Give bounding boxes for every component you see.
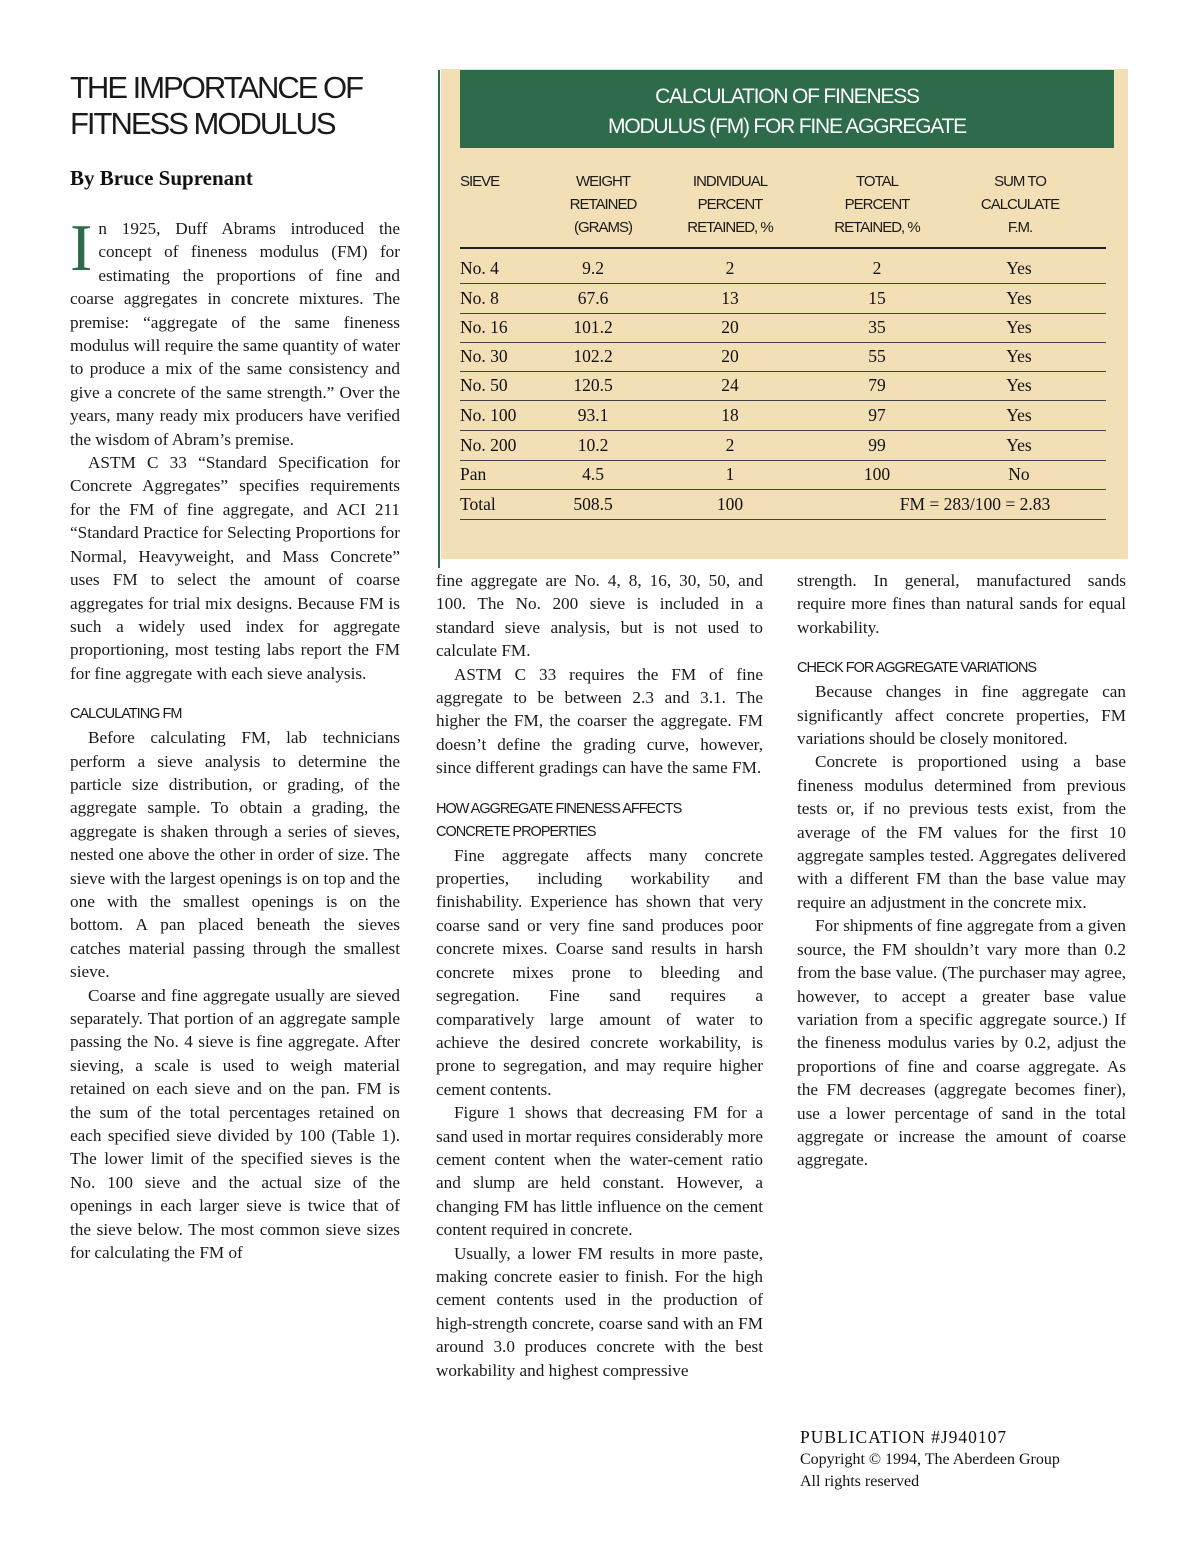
cell-weight: 4.5 xyxy=(582,464,604,484)
cell-weight: 10.2 xyxy=(577,435,609,455)
cell-sieve: No. 200 xyxy=(460,435,517,455)
paragraph: Coarse and fine aggregate usually are sieved separately. That portion of an aggregate sample passing the No. 4 sieve is fine aggregate. After sieving, a scale is used to weigh material retained on each sieve and on the pan. FM is the sum of the total percentages retained on each specified sieve divided by 100 (Table 1). The lower limit of the specified sieves is the No. 100 sieve and the actual size of the openings in each larger sieve is twice that of the sieve below. The most common sieve sizes for calculating the FM of xyxy=(70,985,400,1263)
paragraph: strength. In general, manufactured sands require more fines than natural sands for equal workability. xyxy=(797,571,1126,637)
cell-sum: No xyxy=(1008,464,1030,484)
cell-weight: 101.2 xyxy=(573,317,613,337)
title-line-1: THE IMPORTANCE OF xyxy=(70,70,363,105)
cell-total: 2 xyxy=(872,258,882,278)
paragraph: Concrete is proportioned using a base fineness modulus determined from previous tests or, if no previous tests exist, from the average of the FM values for the first 10 aggregate samples tested. Aggregates delivered with a different FM than the base value may require an adjustment in the concrete mix. xyxy=(797,752,1126,912)
cell-sum: Yes xyxy=(1006,405,1032,425)
table-total-row xyxy=(460,490,1106,520)
cell-individual: 1 xyxy=(725,464,735,484)
header-text: RETAINED xyxy=(569,196,637,213)
title-line-2: FITNESS MODULUS xyxy=(70,106,335,141)
header-sum xyxy=(960,170,1080,239)
paragraph: Fine aggregate affects many concrete properties, including workability and finishability. Experience has shown that very coarse sand or very fine sand produces poor concrete mixes. Coarse sand results in harsh concrete mixes prone to bleeding and segregation. Fine sand requires a comparatively large amount of water to achieve the desired concrete workability, is prone to segregation, and may require higher cement contents. xyxy=(436,845,763,1099)
vertical-rule xyxy=(438,70,440,568)
cell-sum: Yes xyxy=(1006,435,1032,455)
header-text: SUM TO xyxy=(994,173,1046,190)
table-title xyxy=(460,70,1114,148)
cell-sieve: No. 100 xyxy=(460,405,517,425)
cell-sum: Yes xyxy=(1006,346,1032,366)
cell-weight: 93.1 xyxy=(577,405,609,425)
cell-total: 55 xyxy=(868,346,886,366)
cell-individual: 20 xyxy=(721,346,739,366)
header-text: PERCENT xyxy=(697,196,763,213)
paragraph xyxy=(70,211,400,451)
paragraph: Because changes in fine aggregate can significantly affect concrete properties, FM variations should be closely monitored. xyxy=(797,682,1126,749)
cell-individual: 24 xyxy=(721,375,739,395)
paragraph-text: n 1925, Duff Abrams introduced the concept of fineness modulus (FM) for estimating the proportions of fine and coarse aggregates in concrete mixtures. The premise: “aggregate of the same fineness modulus will require the same quantity of water to produce a mix of the same consistency and give a concrete of the same strength.” Over the years, many ready mix producers have verified the wisdom of Abram’s premise. xyxy=(70,219,400,449)
paragraph: Usually, a lower FM results in more paste, making concrete easier to finish. For the high cement contents used in the production of high-strength concrete, coarse sand with an FM around 3.0 produces concrete with the best workability and highest compressive xyxy=(436,1243,763,1380)
header-text: PERCENT xyxy=(844,196,910,213)
table-row xyxy=(460,342,1106,372)
cell-total: 79 xyxy=(868,375,886,395)
header-text: TOTAL xyxy=(856,173,898,190)
table-title-line-2: MODULUS (FM) FOR FINE AGGREGATE xyxy=(608,115,966,138)
header-text: RETAINED, % xyxy=(834,219,920,236)
header-text: SIEVE xyxy=(460,173,500,190)
paragraph: ASTM C 33 requires the FM of fine aggregate to be between 2.3 and 3.1. The higher the FM, the coarser the aggregate. FM doesn’t define the grading curve, however, since different gradings can have the same FM. xyxy=(436,664,763,778)
cell-weight: 120.5 xyxy=(573,375,613,395)
cell-sieve: Pan xyxy=(460,464,487,484)
cell-weight: 508.5 xyxy=(573,494,613,514)
header-sieve xyxy=(460,170,499,193)
column-2 xyxy=(436,569,763,1382)
copyright-line: All rights reserved xyxy=(800,1473,920,1490)
cell-sieve: No. 30 xyxy=(460,346,508,366)
header-text: F.M. xyxy=(1007,219,1033,236)
section-heading xyxy=(436,798,763,844)
table-row xyxy=(460,401,1106,431)
cell-weight: 67.6 xyxy=(577,288,609,308)
column-1 xyxy=(70,211,400,1264)
column-3 xyxy=(797,569,1126,1172)
table-row xyxy=(460,284,1106,314)
paragraph: ASTM C 33 “Standard Specification for Concrete Aggregates” specifies requirements for the FM of fine aggregate, and ACI 211 “Standard Practice for Selecting Proportions for Normal, Heavyweight, and Mass Concrete” uses FM to select the amount of coarse aggregates for trial mix designs. Because FM is such a widely used index for aggregate proportioning, most testing labs report the FM for fine aggregate with each sieve analysis. xyxy=(70,453,400,683)
cell-total: 15 xyxy=(868,288,886,308)
header-text: RETAINED, % xyxy=(687,219,773,236)
table-row xyxy=(460,431,1106,461)
cell-fm-formula: FM = 283/100 = 2.83 xyxy=(899,494,1051,514)
table-row xyxy=(460,460,1106,490)
cell-sum: Yes xyxy=(1006,375,1032,395)
header-total xyxy=(812,170,942,239)
cell-sum: Yes xyxy=(1006,288,1032,308)
header-text: (GRAMS) xyxy=(574,219,632,236)
article-title xyxy=(70,70,410,142)
cell-total: 35 xyxy=(868,317,886,337)
cell-total: 97 xyxy=(868,405,886,425)
drop-cap: I xyxy=(70,211,93,285)
table-title-line-1: CALCULATION OF FINENESS xyxy=(655,85,919,108)
paragraph: For shipments of fine aggregate from a given source, the FM shouldn’t vary more than 0.2 from the base value. (The purchaser may agree, however, to accept a greater base value variation from a specific aggregate source.) If the fineness modulus varies by 0.2, adjust the proportions of fine and coarse aggregate. As the FM decreases (aggregate becomes finer), use a lower percentage of sand in the total aggregate or increase the amount of coarse aggregate. xyxy=(797,916,1126,1170)
table-row xyxy=(460,313,1106,343)
table-row xyxy=(460,254,1106,284)
section-heading: CHECK FOR AGGREGATE VARIATIONS xyxy=(797,660,1037,677)
heading-line: CONCRETE PROPERTIES xyxy=(436,823,596,840)
cell-individual: 2 xyxy=(725,258,735,278)
cell-sum: Yes xyxy=(1006,317,1032,337)
cell-individual: 18 xyxy=(721,405,739,425)
cell-sum: Yes xyxy=(1006,258,1032,278)
heading-line: HOW AGGREGATE FINENESS AFFECTS xyxy=(436,800,682,817)
byline: By Bruce Suprenant xyxy=(70,166,253,190)
paragraph: fine aggregate are No. 4, 8, 16, 30, 50, and 100. The No. 200 sieve is included in a standard sieve analysis, but is not used to calculate FM. xyxy=(436,571,763,661)
cell-sieve: No. 4 xyxy=(460,258,499,278)
cell-weight: 102.2 xyxy=(573,346,613,366)
header-weight xyxy=(548,170,658,239)
header-rule xyxy=(460,247,1106,249)
copyright-line: Copyright © 1994, The Aberdeen Group xyxy=(800,1451,1060,1468)
cell-individual: 13 xyxy=(721,288,739,308)
cell-individual: 2 xyxy=(725,435,735,455)
header-text: INDIVIDUAL xyxy=(692,173,768,190)
cell-individual: 100 xyxy=(716,494,744,514)
header-text: CALCULATE xyxy=(980,196,1060,213)
copyright xyxy=(800,1449,1060,1493)
section-heading: CALCULATING FM xyxy=(70,706,182,723)
cell-sieve: No. 16 xyxy=(460,317,508,337)
cell-sieve: No. 50 xyxy=(460,375,508,395)
table-row xyxy=(460,371,1106,401)
paragraph: Before calculating FM, lab technicians perform a sieve analysis to determine the particle size distribution, or grading, of the aggregate sample. To obtain a grading, the aggregate is shaken through a series of sieves, nested one above the other in order of size. The sieve with the largest openings is on top and the one with the smallest openings is on the bottom. A pan placed beneath the sieves catches material passing through the smallest sieve. xyxy=(70,728,400,982)
header-text: WEIGHT xyxy=(576,173,630,190)
cell-total: 99 xyxy=(868,435,886,455)
cell-individual: 20 xyxy=(721,317,739,337)
header-individual xyxy=(665,170,795,239)
cell-sieve: No. 8 xyxy=(460,288,499,308)
cell-total: 100 xyxy=(863,464,891,484)
paragraph: Figure 1 shows that decreasing FM for a sand used in mortar requires considerably more cement content when the water-cement ratio and slump are held constant. However, a changing FM has little influence on the cement content required in concrete. xyxy=(436,1103,763,1240)
cell-weight: 9.2 xyxy=(582,258,604,278)
cell-sieve: Total xyxy=(460,494,496,514)
publication-number: PUBLICATION #J940107 xyxy=(800,1427,1008,1447)
